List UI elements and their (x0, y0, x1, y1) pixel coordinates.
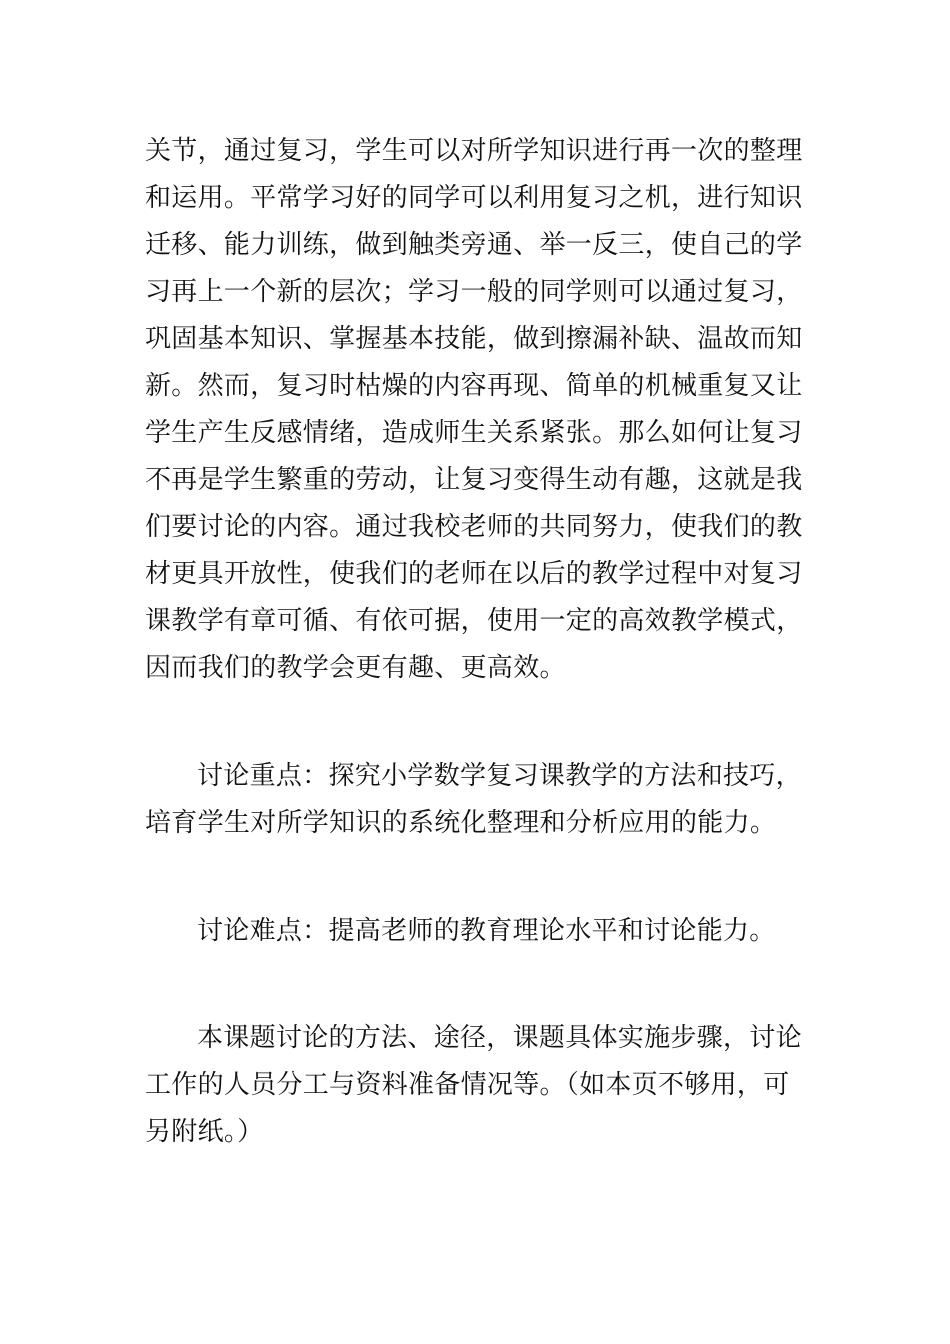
paragraph-line: 们要讨论的内容。通过我校老师的共同努力，使我们的教 (145, 512, 803, 542)
paragraph-line: 材更具开放性，使我们的老师在以后的教学过程中对复习 (145, 559, 803, 589)
paragraph-line: 培育学生对所学知识的系统化整理和分析应用的能力。 (145, 808, 777, 838)
paragraph-line: 习再上一个新的层次；学习一般的同学则可以通过复习， (145, 277, 803, 307)
paragraph-line: 因而我们的教学会更有趣、更高效。 (145, 653, 566, 683)
paragraph-line: 另附纸。） (145, 1117, 264, 1147)
paragraph-line: 讨论重点：探究小学数学复习课教学的方法和技巧， (197, 761, 802, 791)
paragraph-line: 讨论难点：提高老师的教育理论水平和讨论能力。 (197, 916, 776, 946)
paragraph-line: 学生产生反感情绪，造成师生关系紧张。那么如何让复习 (145, 418, 803, 448)
paragraph-line: 本课题讨论的方法、途径，课题具体实施步骤，讨论 (197, 1023, 802, 1053)
paragraph-line: 不再是学生繁重的劳动，让复习变得生动有趣，这就是我 (145, 465, 803, 495)
paragraph-line: 课教学有章可循、有依可据，使用一定的高效教学模式， (145, 606, 803, 636)
paragraph-line: 工作的人员分工与资料准备情况等。（如本页不够用，可 (145, 1070, 790, 1100)
paragraph-line: 关节，通过复习，学生可以对所学知识进行再一次的整理 (145, 136, 803, 166)
paragraph-line: 和运用。平常学习好的同学可以利用复习之机，进行知识 (145, 183, 803, 213)
paragraph-line: 巩固基本知识、掌握基本技能，做到擦漏补缺、温故而知 (145, 324, 803, 354)
paragraph-line: 新。然而，复习时枯燥的内容再现、简单的机械重复又让 (145, 371, 803, 401)
paragraph-line: 迁移、能力训练，做到触类旁通、举一反三，使自己的学 (145, 230, 803, 260)
